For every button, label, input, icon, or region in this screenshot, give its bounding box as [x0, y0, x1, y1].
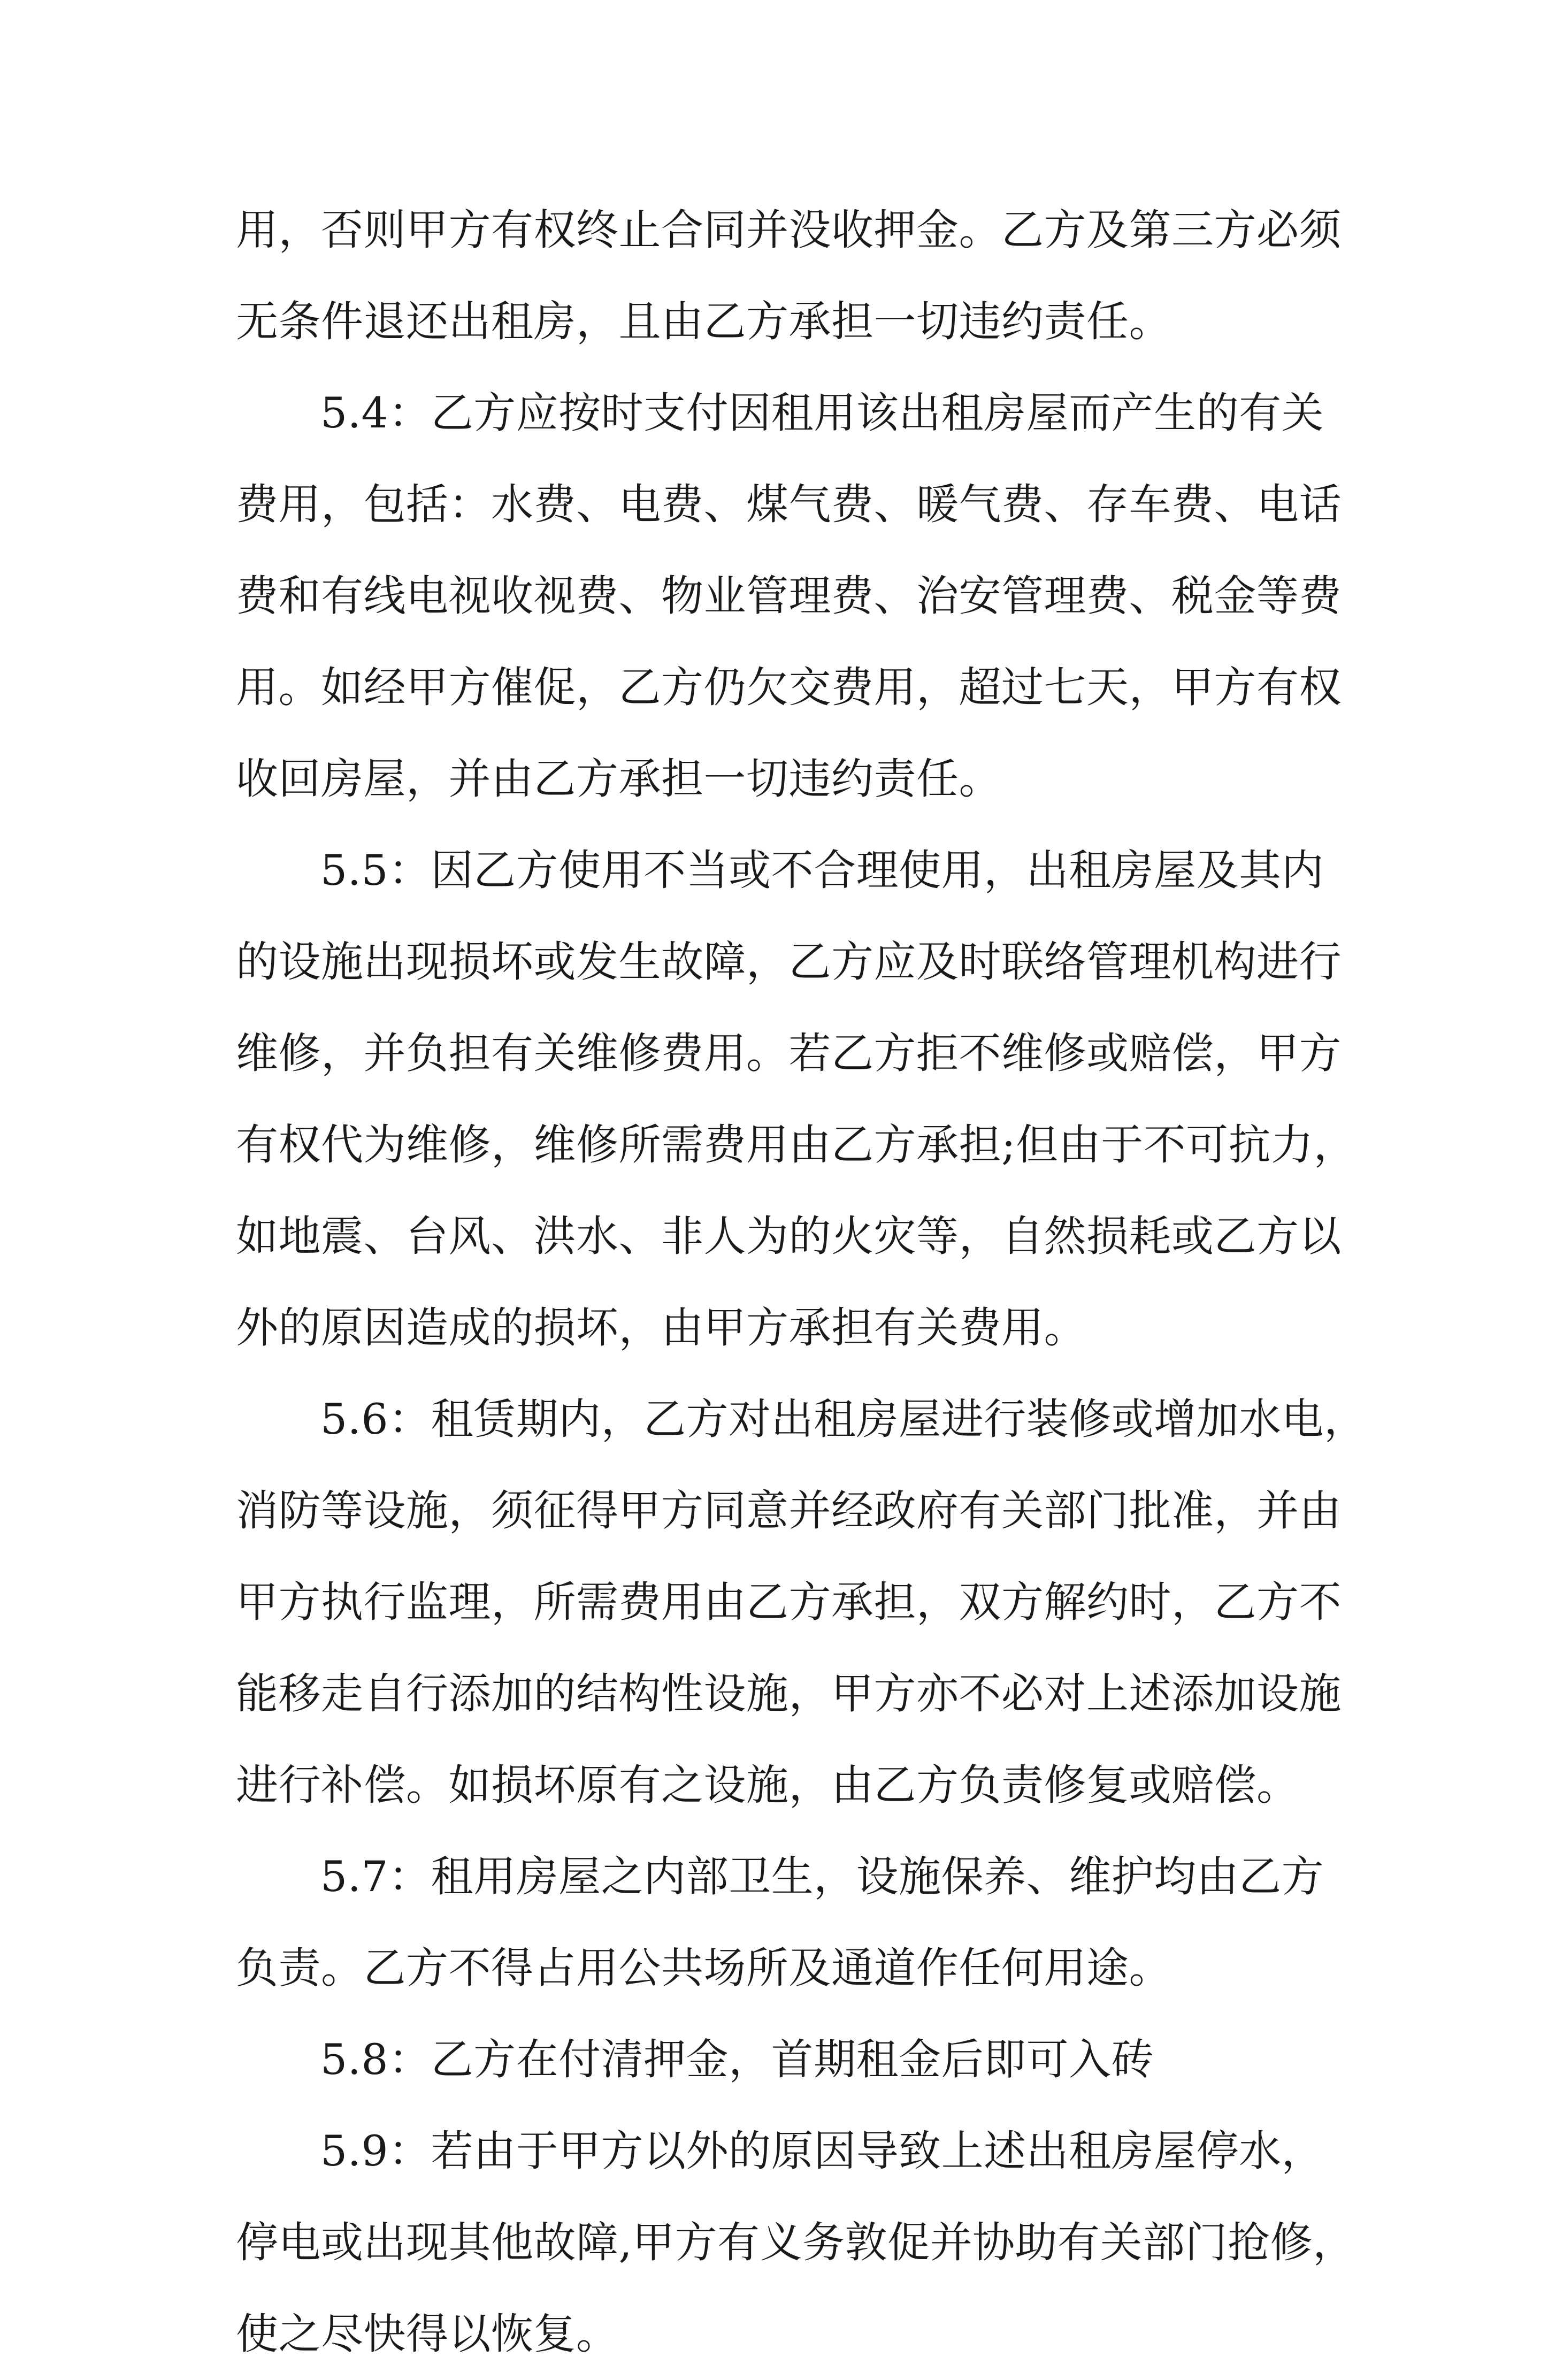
- text-line: 维修，并负担有关维修费用。若乙方拒不维修或赔偿，甲方: [236, 1029, 1342, 1078]
- clause-5-8-line: 5.8：乙方在付清押金，首期租金后即可入砖: [320, 2035, 1154, 2084]
- clause-5-9-first-line: 5.9：若由于甲方以外的原因导致上述出租房屋停水，: [320, 2126, 1324, 2176]
- text-line: 费和有线电视收视费、物业管理费、治安管理费、税金等费: [236, 571, 1342, 621]
- clause-5-4-first-line: 5.4：乙方应按时支付因租用该出租房屋而产生的有关: [320, 388, 1324, 438]
- text-line: 负责。乙方不得占用公共场所及通道作任何用途。: [236, 1943, 1171, 1993]
- clause-5-6-first-line: 5.6：租赁期内，乙方对出租房屋进行装修或增加水电，: [320, 1395, 1367, 1444]
- text-line: 收回房屋，并由乙方承担一切违约责任。: [236, 754, 1001, 803]
- text-line: 进行补偿。如损坏原有之设施，由乙方负责修复或赔偿。: [236, 1761, 1299, 1810]
- contract-text-body: [236, 185, 1367, 2380]
- text-line: 用，否则甲方有权终止合同并没收押金。乙方及第三方必须: [236, 205, 1342, 255]
- text-line: 无条件退还出租房，且由乙方承担一切违约责任。: [236, 297, 1171, 346]
- text-line: 如地震、台风、洪水、非人为的火灾等，自然损耗或乙方以: [236, 1212, 1342, 1261]
- text-line: 外的原因造成的损坏，由甲方承担有关费用。: [236, 1303, 1086, 1352]
- text-line: 消防等设施，须征得甲方同意并经政府有关部门批准，并由: [236, 1486, 1342, 1535]
- text-line: 能移走自行添加的结构性设施，甲方亦不必对上述添加设施: [236, 1669, 1342, 1718]
- text-line: 费用，包括：水费、电费、煤气费、暖气费、存车费、电话: [236, 480, 1342, 529]
- clause-5-5-first-line: 5.5：因乙方使用不当或不合理使用，出租房屋及其内: [320, 846, 1324, 895]
- text-line: 使之尽快得以恢复。: [236, 2309, 619, 2359]
- text-line: 有权代为维修，维修所需费用由乙方承担;但由于不可抗力，: [236, 1120, 1357, 1169]
- text-line: 的设施出现损坏或发生故障，乙方应及时联络管理机构进行: [236, 937, 1342, 986]
- text-line: 停电或出现其他故障,甲方有义务敦促并协助有关部门抢修，: [236, 2218, 1355, 2267]
- text-line: 用。如经甲方催促，乙方仍欠交费用，超过七天，甲方有权: [236, 663, 1342, 712]
- text-line: 甲方执行监理，所需费用由乙方承担，双方解约时，乙方不: [236, 1578, 1342, 1627]
- clause-5-7-first-line: 5.7：租用房屋之内部卫生，设施保养、维护均由乙方: [320, 1852, 1324, 1901]
